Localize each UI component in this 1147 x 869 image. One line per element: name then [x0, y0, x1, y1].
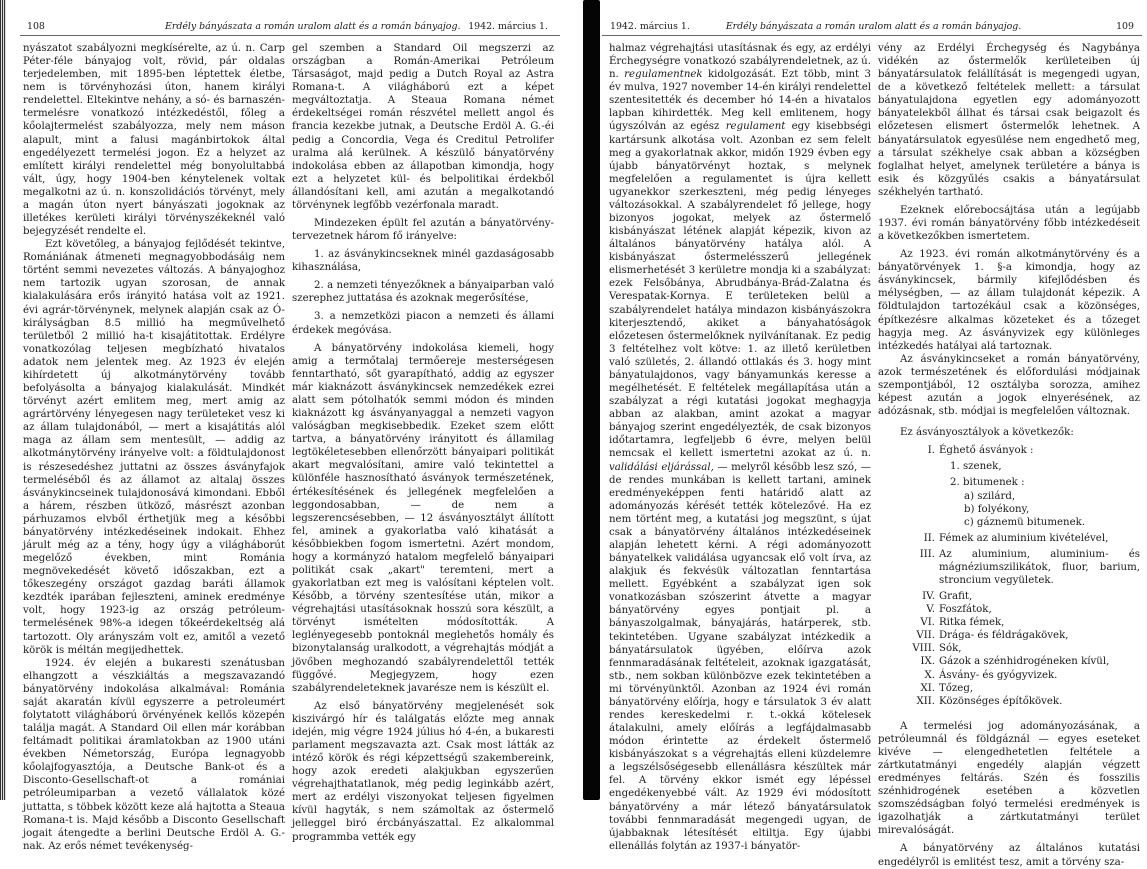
italic-term: validálási eljárással, — [609, 461, 714, 473]
text-run: kidolgozását. Ezt több, mint 3 év mulva, 1927 november 14-én királyi rendelettel szentesitették és december hó 14-én a hivatalos lapban kihirdették. Meg kell emlitenem, hogy úgyszólván az egész — [609, 69, 871, 133]
class-item — [878, 444, 1140, 457]
paragraph: A bányatörvény indokolása kiemeli, hogy amig a termőtalaj termőereje mesterségesen fenntartható, sőt gyarapítható, addig az egyszer már kiaknázott ásványkincsek nemzedékek ezrei alatt sem pótolhatók semmi módon és minden kiaknázott kg ásványanyaggal a nemzeti vagyon valóságban megkisebbedik. Ezeket szem előtt tartva, a bányatörvény irányitott és államilag legtökéletesebben ellenőrzött bányaipari politikát akart megvalósítani, amire való tekintettel a különféle hasznosítható ásványok természetének, értékesítésének és jellegének megfelelően a leggondosabban, — de nem a legszerencsésebben, — 12 ásványosztályt állított fel, aminek a gyakorlatba való kihatását a későbbiekben fogom ismertetni. Azért mondom, hogy a kormányzó hatalom megfelelő bányaipari politikát csak „akart" teremteni, mert a gyakorlatban ezt meg is valósítani képtelen volt. Később, a törvény szentesítése után, mikor a végrehajtási utasításoknak hosszú sora készült, a törvényt ismételten módosították. A leglényegesebb pontoknál meglehetős homály és bizonytalanság uralkodott, a végrehajtás módját a jövőben meghozandó szabályrendelettől tették függővé. Megjegyzem, hogy ezen szabályrendeleteknek javarésze nem is készült el. — [292, 342, 554, 694]
paragraph: Ezt követőleg, a bányajog fejlődését tekintve, Romániának átmeneti megnagyobbodásáig nem történt semmi nevezetes változás. A bányajoghoz nem tartozik ugyan szorosan, de annak kialakulására erős irányitó hatása volt az 1921. évi agrár-törvénynek, melynek alapján csak az Ó-királyságban 8.5 millió ha megművelhető területből 2 millió ha-t kisajátitottak. Erdélyre vonatkozólag teljesen megbízható hivatalos adatok nem jelentek meg. Az 1923 év elején kihírdetett új alkotmánytörvény tovább befolyásolta a bányajog kialakulását. Mindkét törvényt azért emlitem meg, mert amig az agrártörvény lényegesen nagy területeket vesz ki az állam tulajdonából, — mert a kisajátitás alól maga az állam sem mentesült, — addig az alkotmánytörvény irányelve volt: a földtulajdonost is részesedéshez juttatni az összes ásványfajok termeléséből és az államot az altalaj összes ásványkincseinek tulajdonosává kimondani. Ebből a hárem, részben ütköző, másrészt azonban párhuzamos elvből érthetjük meg a későbbi bányatörvény intézkedéseinek indokait. Ehhez járult még az a tény, hogy úgy a világháborút megelőző években, mint Románia megnövekedését követő időszakban, ezt a tőkeszegény országot gazdag baráti államok kezdték iparában fejleszteni, aminek eredménye volt, hogy 1923-ig az ország petróleum-termelésének 98%-a idegen tőkeérdekeltség alá tartozott. Oly arányszám volt ez, amitől a vezető körök is méltán megijedhettek. — [23, 239, 285, 656]
paragraph: Ez ásványosztályok a következők: — [900, 427, 1074, 439]
issue-date: 1942. március 1. — [468, 21, 548, 32]
paragraph: Mindezeken épült fel azután a bányatörvény-tervezetnek három fő irányelve: — [292, 218, 554, 243]
sub-item: 2. bitumenek : — [950, 477, 1025, 489]
italic-term: regulamentnek — [624, 69, 703, 81]
list-item: 3. a nemzetközi piacon a nemzeti és állami érdekek megóvása. — [292, 311, 554, 336]
right-page — [602, 0, 1142, 868]
class-text: Foszfátok, — [939, 604, 992, 616]
class-number: III. — [919, 548, 935, 560]
text-column-1 — [609, 42, 871, 853]
book-spine-gutter — [583, 0, 600, 800]
text-column-1 — [23, 42, 285, 853]
page-header — [20, 21, 560, 35]
class-text: Éghető ásványok : — [939, 445, 1034, 457]
paragraph: Az ásványkincseket a román bányatörvény, azok természetének és előfordulási módjainak szempontjából, 12 osztályba sorozza, amihez képest azután a jogok elnyerésének, az adózásnak, stb. módjai is megfelelően változnak. — [878, 353, 1140, 418]
mineral-class-list — [878, 444, 1140, 707]
sub-sub-item: b) folyékony, — [964, 503, 1030, 515]
class-text: Grafit, — [939, 591, 973, 603]
class-item — [878, 669, 1140, 682]
class-text: Közönséges építőkövek. — [939, 695, 1063, 707]
text-column-2 — [878, 42, 1140, 869]
text-run: egy kisebbségi kartársunk alkotása volt. Azonban ez sem felelt meg a gyakorlatnak akkor, midőn 1929 évben egy újabb bányatörvényt hoztak, s melynek megfelelően a regulamentet is újra kellett ugyanekkor szerkeszteni, még pedig lényeges változásokkal. A szabályrendelet fő jellege, hogy bizonyos jogokat, melyek az őstermelő kisbányászat létének alapját képezik, kivon az általános bányatörvény hatálya alól. A kisbányászat őstermelésszerű jellegének elismerhetését 3 kerületre mondja ki a szabályzat: ezek Felsőbánya, Abrudbánya-Brád-Zalatna és Verespatak-Kornya. E területeken belül a szabályrendelet hatálya mindazon kisbányászokra kiterjesztendő, akiket a bányahatóságok előzetesen őstermelőknek nyilvánítanak. Ez pedig 3 feltételhez volt kötve: 1. az illető kerületben való születés, 2. állandó ottlakás és 3. hogy mint bányatulajdonos, vagy bányamunkás keresse a megélhetését. E feltételek megállapítása után a szabályzat a régi kutatási jogokat meghagyja abban az alakban, amint azokat a magyar bányajog szerint engedélyezték, de csak bizonyos időtartamra, legfeljebb 6 évre, melyen belül nemcsak el kellett ismertetni azokat az ú. n. — [609, 121, 871, 460]
class-number: I. — [927, 445, 935, 457]
book-edge — [0, 0, 6, 800]
list-item: 1. az ásványkincseknek minél gazdaságosabb kihasználása, — [292, 249, 554, 274]
paragraph: 1924. év elején a bukaresti szenátusban elhangzott a vészkiáltás a megszavazandó bányatörvény indokolása alkalmával: Románia saját akaratán kívül egyszerre a petroleumért folytatott világháború örvényének kellős közepén találja magát. A Standard Oil ellen már korábban feltámadt politikai áramlatokban az 1900 utáni években Németország, Európa legnagyobb kőolajfogyasztója, a Deutsche Bank-ot és a Disconto-Gesellschaft-ot a romániai petróleumiparban a vezető vállalatok közé juttatta, s többek között keze alá hajtotta a Steaua Romana-t is. Majd később a Disconto Gesellschaft jogait átengedte a berlini Deutsche Erdöl A. G.-nak. Az erős német tevékenység- — [23, 657, 285, 852]
class-text: Sók, — [939, 643, 962, 655]
page-number: 108 — [27, 21, 45, 32]
page-number: 109 — [1116, 21, 1134, 32]
running-title: Erdély bányászata a román uralom alatt és a román bányajog. — [165, 21, 461, 32]
class-item — [878, 603, 1140, 616]
text-run: — melyről később lesz szó, — de rendes munkában is kellett tartani, aminek eredményeképpen fenti határidő alatt az adományozás kérését tették kötelezővé. Ha ez nem történt meg, a kutatási jog megszünt, s újat csak a bányatörvény általános intézkedéseinek alapján lehetett kérni. A régi adományozott bányatelkek validálása ugyancsak elő volt írva, az alakjuk és fekvésük változatlan fenntartása mellett. Egyébként a szabályzat igen sok vonatkozásban szószerint átvette a magyar bányatörvény egyes pontjait pl. a bányaszolgalmak, bányajárás, határperek, stb. tekintetében. Ugyane szabályzat intézkedik a bányatársulatok ügyében, előírva azok fennmaradásának feltételeit, azoknak igazgatását, stb., nem sokban különbözve ezek tekintetében a mi törvényünktől. Azonban az 1924 évi román bányatörvény előírja, hogy e társulatok 3 év alatt rendes kereskedelmi r. t.-okká kötelesek átalakulni, amely előírás a legfájdalmasabb módon érintette az érdekelt őstermelő kisbányászokat s a végrehajtás elleni küzdelemre a legszélsőségesebb ellenállásra készültek már fel. A törvény ekkor ismét egy lépéssel engedékenyebbé vált. Az 1929 évi módosított bányatörvény a már létező bányatársulatok további fennmaradását megengedi ugyan, de újabbaknak létesítését eltiltja. Egy újabbi ellenállás folytán az 1937-i bányatör- — [609, 461, 871, 852]
class-number: XII. — [916, 695, 935, 707]
class-item — [878, 590, 1140, 603]
class-number: V. — [926, 604, 935, 616]
class-text: Tőzeg, — [939, 682, 974, 694]
class-number: IX. — [920, 656, 935, 668]
class-item — [878, 655, 1140, 668]
class-number: X. — [924, 669, 935, 681]
class-item — [878, 532, 1140, 545]
paragraph: A termelési jog adományozásának, a petróleumnál és földgáznál — egyes eseteket kivéve — elengedhetetlen feltétele a zártkutatmányi engedély alapján végzett eredményes feltárás. Szén és fosszilis szénhidrogének esetében a közvetlen szomszédságban folyó termelési eredmények is igazolhatják a zártkutatmányi terület mirevalóságát. — [878, 720, 1140, 837]
paragraph — [609, 42, 871, 853]
class-item — [878, 695, 1140, 708]
class-text: Drága- és féldrágakövek, — [939, 630, 1069, 642]
class-item — [878, 682, 1140, 695]
sub-sub-item: c) gáznemü bitumenek. — [964, 516, 1086, 528]
class-item — [878, 616, 1140, 629]
class-item — [878, 629, 1140, 642]
class-text: Fémek az aluminium kivételével, — [939, 532, 1109, 544]
class-text: Az aluminium, aluminium- és mágnéziumszilikátok, fluor, barium, stroncium vegyületek. — [939, 548, 1140, 586]
class-number: II. — [923, 532, 935, 544]
running-title: Erdély bányászata a román uralom alatt és a román bányajog. — [725, 21, 1022, 32]
issue-date: 1942. március 1. — [610, 21, 690, 32]
class-number: VIII. — [912, 643, 935, 655]
header-rule — [20, 35, 560, 36]
sub-sub-item: a) szilárd, — [964, 490, 1016, 502]
sub-item: 1. szenek, — [950, 461, 1002, 473]
paragraph: gel szemben a Standard Oil megszerzi az országban a Román-Amerikai Petróleum Társaságot, majd pedig a Dutch Royal az Astra Romana-t. A világháború ezt a képet megváltoztatja. A Steaua Romana német érdekeltségei román részvétel mellett angol és francia kezekbe jutnak, a Deutsche Erdöl A. G.-éi pedig a Concordia, Vega és Creditul Petrolifer uralma alá kerülnek. A készülő bányatörvény indokolása ebben az állapotban kimondja, hogy ezt a helyzetet kül- és belpolitikai érdekből állandósítani kell, ami azután a megalkotandó törvénynek legfőbb vezérfonala maradt. — [292, 43, 554, 211]
header-rule — [602, 35, 1142, 36]
left-page — [20, 0, 560, 852]
paragraph: Az első bányatörvény megjelenését sok kiszivárgó hír és találgatás előzte meg annak idején, mig végre 1924 július hó 4-én, a bukaresti parlament megszavazta azt. Csak most látták az intéző körök és régi képzettségű szakembereink, hogy azok eredeti alakjukban egyszerűen végrehajthatatlanok, még pedig leginkább azért, mert az erdélyi viszonyokat teljesen figyelmen kívül hagyták, s nem számoltak az őstermelő jelleggel biró ércbányászattal. Ez alkalommal programmba vették egy — [292, 700, 554, 843]
class-text: Ásvány- és gyógyvizek. — [939, 669, 1058, 681]
class-item — [878, 548, 1140, 587]
paragraph: Az 1923. évi román alkotmánytörvény és a bányatörvények 1. §-a kimondja, hogy az ásványkincsek, bármily kifejlődésben és mélységben, — az állam tulajdonát képezik. A földtulajdon tartozékául csak a közönséges, építkezésre alkalmas közeteket és a tőzeget hagyja meg. Az ásványvizek egy különleges intézkedés hatályai alá tartoznak. — [878, 249, 1140, 352]
class-number: VI. — [920, 617, 935, 629]
page-header — [602, 21, 1142, 35]
italic-term: regulament — [725, 121, 786, 133]
text-run: halmaz végrehajtási utasításnak és egy, az erdélyi Érchegységre vonatkozó szabályrendeletnek, az ú. n. — [609, 43, 871, 81]
list-item: 2. a nemzeti tényezőknek a bányaiparban való szerephez juttatása és azoknak megerősítése, — [292, 280, 554, 305]
text-column-2 — [292, 42, 554, 844]
class-number: IV. — [922, 591, 935, 603]
paragraph: nyászatot szabályozni megkísérelte, az ú. n. Carp Péter-féle bányajog volt, rövid, pár oldalas terjedelemben, mit 1895-ben léptettek életbe, nem is törvényhozási úton, hanem királyi rendelettel. Eltekintve nehány, a só- és barnaszén-termelésre vonatkozó intézkedéstől, főleg a kőolajtermelést szabályozza, mely nem máson alapult, mint a falusi magánbirtokok által engedélyezett termelési jogon. Ez a helyzet az említett királyi rendelettel még bonyolultabbá vált, úgy, hogy 1904-ben kénytelenek voltak megalkotni az ú. n. konszolidációs törvényt, mely a magán úton nyert bányászati jogoknak az illetékes kerületi királyi törvényszékeknél való bejegyzését rendelte el. — [23, 43, 285, 238]
paragraph: vény az Erdélyi Érchegység és Nagybánya vidékén az őstermelők kerületeiben új bányatársulatok felállítását is megengedi ugyan, de a következő feltételek mellett: a társulat bányatulajdona egyetlen egy adományozott bányatelekből állhat és társai csak beigazolt és előzetesen elismert őstermelők lehetnek. A bányatársulatok egyesülése nem engedhető meg, a társulat székhelye csak abban a községben foglalhat helyet, amelynek területére a bánya is esik és közgyűlés csakis a bányatársulat székhelyén tartható. — [878, 43, 1140, 198]
paragraph: A bányatörvény az általános kutatási engedélyről is emlitést tesz, amit a törvény sza- — [878, 843, 1140, 868]
class-text: Ritka fémek, — [939, 617, 1005, 629]
class-item — [878, 642, 1140, 655]
class-number: VII. — [916, 630, 935, 642]
paragraph: Ezeknek előrebocsájtása után a legújabb 1937. évi román bányatörvény főbb intézkedéseit a következőkben ismertetem. — [878, 204, 1140, 243]
class-number: XI. — [920, 682, 935, 694]
class-text: Gázok a szénhidrogéneken kívül, — [939, 656, 1110, 668]
